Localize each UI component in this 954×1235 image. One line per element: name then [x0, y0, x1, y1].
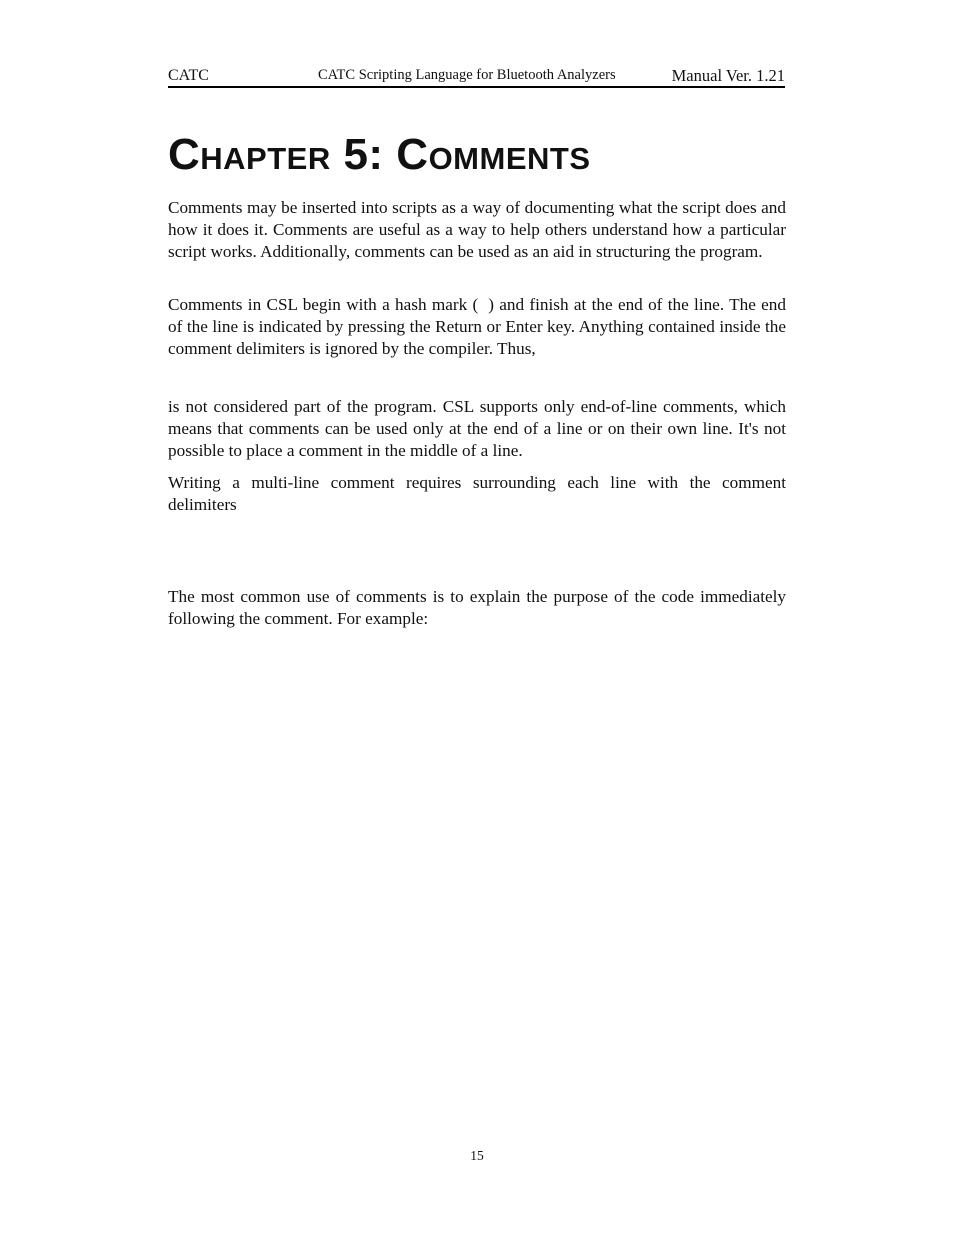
header-company: CATC — [168, 67, 209, 84]
page-header — [168, 64, 785, 88]
hash-mark-placeholder — [478, 294, 488, 316]
header-document-title: CATC Scripting Language for Bluetooth Analyzers — [318, 67, 616, 83]
paragraph-intro: Comments may be inserted into scripts as a way of documenting what the script does and how it does it. Comments are useful as a way to help others understand how a particular script works. Additionally, comments can be used as an aid in structuring the program. — [168, 198, 786, 261]
header-manual-version: Manual Ver. 1.21 — [671, 66, 785, 85]
paragraph-comment-syntax — [168, 294, 786, 360]
paragraph-multi-line: Writing a multi-line comment requires surrounding each line with the comment delimiters — [168, 473, 786, 514]
paragraph-comment-syntax-part1: Comments in CSL begin with a hash mark ( — [168, 295, 479, 314]
page-number: 15 — [470, 1148, 484, 1163]
paragraph-comment-syntax-part2: ) and finish at the end of the line. The end of the line is indicated by pressing the Return or Enter key. Anything contained inside the comment delimiters is ignored by the compiler. Thus, — [168, 295, 786, 358]
paragraph-common-use: The most common use of comments is to explain the purpose of the code immediately following the comment. For example: — [168, 587, 786, 628]
chapter-title: Chapter 5: Comments — [168, 130, 591, 179]
paragraph-end-of-line: is not considered part of the program. CSL supports only end-of-line comments, which means that comments can be used only at the end of a line or on their own line. It's not possible to place a comment in the middle of a line. — [168, 397, 786, 460]
